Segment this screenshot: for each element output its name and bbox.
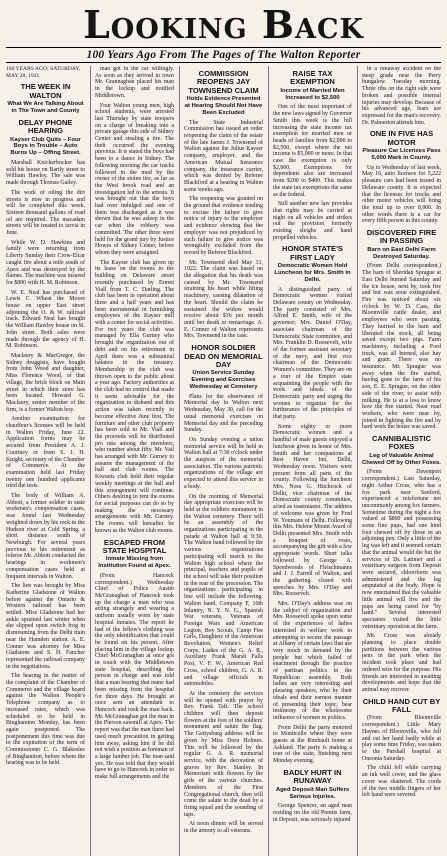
article bbox=[6, 119, 85, 767]
article-subheadline: Inmate Missing from Institution Found at Apex. bbox=[98, 556, 171, 570]
article-paragraph: (From Delhi correspondent.) The barn of Sheridan Sprague at East Delhi burned Saturday and the ice house, next by, took fire and but was soon extinguished. Fire was noticed about six o'clock by W. D. Cass, the Bloomville cattle dealer, and employees who were passing. They hurried to the barn and liberated the stock, all being saved except two pigs. Farm machinery, including a Ford truck, was all burned, also hay and grain. There was no insurance. Mr. Sprague was away when the fire started, having gone to the farm of his son, E. E. Sprague, on the other side of the river, to assist with milking. He is at a loss to know how the fire started. Near road workers, who were near by, joined in fighting the fire and by hard work the house was saved. bbox=[362, 263, 441, 431]
article-headline: HONOR STATE'S FIRST LADY bbox=[281, 244, 343, 262]
article-paragraph: Maclaury & MacGregor, the Sidney druggists, have bought from John Wood and daughter, Miss Florence Wood, of that village, the brick block on Main street in which their store has been located. Howard G. Maclaury, senior member of the firm, is a former Walton boy. bbox=[6, 353, 85, 413]
article-headline: COMMISSION REOPENS JAY TOWNSEND CLAIM bbox=[188, 69, 259, 95]
article-paragraph: On Sunday evening a union memorial service will be held in Walton hall at 7:30 o'clock under the auspices of the memorial association. The various patriotic organizations of the village are expected to attend this service in a body. bbox=[184, 436, 263, 490]
article-paragraph: Up to Wednesday of last week, May 16, auto licenses for 5,222 pleasure cars had been issued in Delaware county. It is expected that the licenses for trucks and other motor vehicles will bring the total up to over 8,000. In other words there is a car for every fifth person in this county. bbox=[362, 164, 441, 225]
article-paragraph: Mr. Townsend died May 31, 1922. The claim was based on the allegation that his death was caused by Mr. Townsend straining his heart while lifting machinery, causing dilatation of the heart. Should the claim be sustained the widow would receive about $36 per month until her death or remarriage. A. E. Conner of Walton represents Mrs. Townsend in the case. bbox=[184, 259, 263, 340]
article-columns bbox=[6, 66, 441, 856]
article-subheadline: Leg of Valuable Animal Chewed Off by Other Foxes. bbox=[362, 452, 441, 466]
article bbox=[95, 66, 174, 535]
article-paragraph: The reopening was granted on the ground that evidence tending to excuse the failure to give notice of injury to the employer and evidence showing that the employer was not prejudiced by such failure to give notice was wrongfully excluded from the record by Referee Blackford. bbox=[184, 196, 263, 256]
masthead-title: Looking Back bbox=[83, 2, 364, 47]
article-paragraph: Marshall Knickerbocker has sold his house on Bartly street to William Hawley. The sale was made through Thomas Gailey. bbox=[6, 160, 85, 187]
article-paragraph: On the morning of Memorial day appropriate exercises will be held at the soldiers monument in the Walton cemetery. There will be an assembly of the organizations participating in the parade at Walton hall at 9:30. The Walton band followed by the various organizations participating will march to the Walton high school where the principal, teachers and pupils of the school will take their position in the rear of the procession. The organizations participating in line will include the following: Walton band, Company F, 10th Infantry, N. Y. N. G., Spanish War veterans, Veterans of Foreign Wars and American Legion, Boy Scouts, Camp Fire Girls, Daughters of the American Revolution, Women's Relief Corps, Ladies of the G. A. R., Auxiliary Frank Marsh Falls Post, V. F. W., American Red Cross, school children, G. A. R. and village officials in automobiles. bbox=[184, 493, 263, 688]
article-headline: CHILD HAND CUT BY FALL bbox=[362, 696, 441, 715]
column-3 bbox=[179, 66, 263, 856]
article bbox=[362, 66, 441, 126]
article-paragraph: Four Walton young men, high school students, were arrested last Thursday by state troopers on a charge of breaking into a private garage this side of Sidney Center and stealing a tire. The theft occurred the evening previous. It is stated the boys had been to a dance in Sidney. The following morning the car tracks followed in the mud by the owner of the stolen tire, as far as the West brook road and an investigation led to the arrests. It was brought out that the boys had over indulged and one of them was discharged as it was shown that he was asleep in the car when the robbery was committed. The other three were held for the grand jury by Justice Howes of Sidney Center, before whom they were arraigned. bbox=[95, 102, 174, 256]
article-paragraph: At the cemetery the services will be opened with prayer by Rev. Frank Taft. The school children will then deposit flowers at the foot of the soldiers' monument and salute the flag. The Gettysburg address will be given by Miss Dora Holmes. This will be followed by the regular G. A. R. memorial service, with the decoration of graves by Rev. Stanley. In Memoriam with flowers by the girls of the various churches. Members of the First Congregational church, then will come the salute to the dead by a firing squad and the sounding of taps. bbox=[184, 690, 263, 818]
article-paragraph: Mr. Cross was already planning to place double partitions between the various pens in the park when the incident took place and had ordered wire for the purpose. His friends are interested in awaiting developments and hope that the animal may recover. bbox=[362, 633, 441, 693]
column-5 bbox=[357, 66, 441, 856]
article-subheadline: Pleasure Car Licenses Pass 5,000 Mark in County. bbox=[362, 148, 441, 161]
article bbox=[6, 83, 85, 114]
article-paragraph: W. E. Neal has purchased of Lewis C. Wheat the Moore house on upper East street adjoining the O. & W. railroad track. Edward Neal has bought the William Hawley house on St. John street. Both sales were made through the agency of H. M. Robinson. bbox=[6, 289, 85, 350]
column-1 bbox=[6, 66, 85, 856]
article-subheadline: Union Service Sunday Evening and Exercises Wednesday at Cemetery bbox=[189, 370, 258, 390]
article-subheadline: Income of Married Men Increased to $2,500 bbox=[280, 87, 345, 101]
article-paragraph: The work of oiling the dirt streets is now in progress and will be completed this week. Sixteen thousand gallons of road oil are required. The macadam streets will be treated to tarvia in June. bbox=[6, 189, 85, 237]
article-paragraph: The body of William A. Abbott, a former soldier in state workmen's compensation cases, was found last Wednesday weighted down by his rock in the Hudson river at Cold Spring, a short distance south of Newburgh. For several years previous to his retirement as referee Mr. Abbott conducted the hearings in workmen's compensation cases held at frequent intervals in Walton. bbox=[6, 493, 85, 580]
article-headline: THE WEEK IN WALTON bbox=[20, 82, 71, 100]
article bbox=[362, 435, 441, 694]
article-paragraph: Some eighty or more Democratic women and a handful of male guests enjoyed a luncheon given in honor of Mrs. Smith and her companions at Rest Haven Inn, Delhi, Wednesday noon. Visitors were present from all parts of the county. Following the luncheon Mrs. Nora G. Hitchcock of Delhi, vice chairman of the Democratic county committee, acted as toastmaster. The address of welcome was given by Fred W. Youmans of Delhi. Following this Mrs. Helene Mount Avard of Delhi presented Mrs. Smith with a bouquet of roses, accompanying the gift with a few appropriate words. Short talks followed by George A. Speedwoods of Fleischmanns and J. J. Farrell of Walton, and the gathering closed with speeches by Mrs. O'Day and Mrs. Roosevelt. bbox=[273, 423, 352, 598]
article bbox=[184, 344, 263, 835]
article-paragraph: The Kayser club has given up its lease on the rooms in the building on Delaware street recently purchased by Ernest Viall from T. C. Darling. The club has been in operation about three and a half years and has been instrumental in furnishing employees of the Kayser mill with a center for social activities. For two years the club was managed by Ella Gurney who brought the organization out of debt and on his retirement in April there was a substantial balance in the treasury. Membership in the club was thrown open to the public about a year ago. Factory authorities at the club had no control that made it seem advisable for the organization to disband and this action was taken recently to become effective June first. The furniture and other club property has been sold to Mr. Viall and the proceeds will be distributed pro rata among the members, who number about fifty. Mr. Vail has arranged with Mr. Gurney to assume the management of the hall and club rooms. The Kiwanis club hold their regular weekly meetings at the hall and this arrangement will continue. Others desiring to rent the rooms for social purposes can do so by making the necessary arrangements with Mr. Gurney. The rooms will hereafter be known as the Walton club rooms. bbox=[95, 259, 174, 534]
masthead bbox=[6, 4, 441, 63]
article bbox=[362, 229, 441, 431]
article-paragraph: in a runaway accident on the steep grade near the Perry bungalow Tuesday morning. Three ribs on the right side were broken and possible internal injuries may develop. Because of his advanced age, fears are expressed for the man's recovery. Dr. Palmerton attends him. bbox=[362, 66, 441, 126]
article-headline: DISCOVERED FIRE IN PASSING bbox=[366, 228, 437, 246]
article-paragraph: man got in the car willingly. As soon as they arrived in town Mr. Grannaghan placed his man in the lockup and notified Middletown. bbox=[95, 66, 174, 99]
article bbox=[273, 245, 352, 764]
article bbox=[362, 130, 441, 225]
article-headline: DELAY PHONE HEARING bbox=[18, 117, 73, 136]
article-paragraph: While W. D. Hawkins and family were returning from Liberty Sunday their Crow-Elcar caught fire about a mile south of Apex and was destroyed by the flames. The machine was insured for $800 with H. M. Robinson. bbox=[6, 239, 85, 286]
article-subheadline: Aged Deposit Man Suffers Serious Injuries. bbox=[275, 786, 350, 800]
article-subheadline: Holds Evidence Presented at Hearing Should Not Have Been Excluded bbox=[184, 96, 263, 116]
article-paragraph: The hearing in the matter of the complaint of the Chamber of Commerce and the village board against the Walton People's Telephone company as to increased rates, which was scheduled to be held in Binghamton Monday, has been again postponed. The postponement this time was due to the expiration of the term of Commissioner C. G. Blakeslee of Binghamton, before whom the hearing was to be held. bbox=[6, 673, 85, 767]
article bbox=[273, 769, 352, 824]
article-headline: ONE IN FIVE HAS MOTOR bbox=[369, 129, 434, 147]
article-paragraph: One of the most important of the new laws signed by Governor Smith this week is the bill increasing the state income tax exemption for married men or heads of families from $2,000 to $2,500, except where the net income is $5,000 or more. In that case the exemption is only $2,000. Exemptions for dependents also are increased from $200 to $400. This makes the state tax exemptions the same as the federal. bbox=[273, 104, 352, 198]
article-paragraph: (From Bloomville correspondent.) Little Mary Haynes of Bloomville, who fell and cut her hand badly while at play some time Friday, was taken to the Parshall hospital at Oneonta Saturday. bbox=[362, 715, 441, 762]
article-paragraph: The State Industrial Commission has issued an order reopening the claim of the estate of the late James J. Townsend of Walton against the Julius Kayser company, employer, and the American Mutual Insurance company, the insurance carrier, which was denied by Referee Blackford at a hearing in Walton some weeks ago. bbox=[184, 119, 263, 193]
article-paragraph: At noon dinner will be served in the armory to all veterans. bbox=[184, 821, 263, 835]
article-paragraph: Mrs. O'Day's address was on the subject of organization and Mrs. Roosevelt spoke upon some of the experiences of ladies interested in welfare work in attempting to secure the passage at Albany of certain laws that are very much in demand by the people but which failed of enactment through the practice of partisan politics in the Republican assembly. Both ladies are very interesting and pleasing speakers, who by their ideals and their earnest manner of presenting their topic, bear testimony of the wholesome influence of women in politics. bbox=[273, 601, 352, 721]
article-subheadline: What We Are Talking About in The Town and County bbox=[7, 101, 84, 115]
article-paragraph: Another examination for chauffeur's licenses will be held in Walton Friday, June 22. Application forms may be secured from President A. J. Courtney or from S. J. H. Knight, secretary of the Chamber of Commerce. At the examination held last Friday twenty one hundred applicants tried the tests. bbox=[6, 416, 85, 490]
article-headline: HONOR SOLDIER DEAD ON MEMORIAL DAY bbox=[184, 343, 263, 369]
article-paragraph: George Spencer, an aged man residing on the old Prentis farm, in Deposit, was seriously injured bbox=[273, 803, 352, 823]
dateline: 100 YEARS AGO; SATURDAY, MAY 28, 1921 bbox=[6, 66, 81, 79]
article-headline: BADLY HURT IN RUNAWAY bbox=[283, 767, 342, 786]
article bbox=[184, 70, 263, 340]
article-subheadline: Barn on East Delhi Farm Destroyed Saturday. bbox=[367, 246, 436, 260]
column-2 bbox=[90, 66, 174, 856]
article-paragraph: A distinguished party of Democratic women visited Delaware county on Wednesday. The party consisted of Mrs. Alfred E. Smith, wife of the governor; Mrs. Daniel O'Day, associate chairman of the Democratic State committee, and Mrs. Franklin D. Roosevelt, wife of the former assistant secretary of the navy, and first vice chairman of the Democratic Women's committee. They are on a tour of the Empire state acquainting the people with the work and ideals of the Democratic party and urging the women to organize for the furtherance of the principles of that party. bbox=[273, 286, 352, 421]
article-paragraph: The lien was brought by Miss Katherine Gladstone of Walton before against the Ontario & Western railroad has been settled. Miss Gladstone had her ankle sprained last winter when she slipped upon switch frog in dismounting from the Delhi train near the Hamden station. A. E. Conner was attorney for Miss Gladstone and S. H. Fancher represented the railroad company in the negotiations. bbox=[6, 583, 85, 670]
article-paragraph: Still another new law provides that rights may be carried at night on all vehicles and strikes out the provision formerly existing sleighs and hand propelled vehicles. bbox=[273, 201, 352, 241]
article-paragraph: From Delhi the party motored to Monticello where they were guests at the Rimbault home at Ashland. The party is making a tour of the state, finishing next Monday evening. bbox=[273, 724, 352, 765]
article-paragraph: Plans for the observance of Memorial day in Walton next Wednesday, May 30, call for the usual memorial exercises on Memorial day and the preceding Sunday. bbox=[184, 393, 263, 434]
column-4 bbox=[268, 66, 352, 856]
article bbox=[273, 70, 352, 241]
article-subheadline: Democratic Women Hold Luncheon for Mrs. Smith in Delhi. bbox=[274, 263, 351, 283]
article-headline: RAISE TAX EXEMPTION bbox=[290, 69, 335, 87]
article bbox=[362, 698, 441, 799]
masthead-subtitle: 100 Years Ago From The Pages of The Walton Reporter bbox=[6, 47, 441, 63]
article-headline: CANNIBALISTIC FOXES bbox=[371, 434, 432, 452]
article-paragraph: (From Davenport correspondent.) Last Saturday, night Arthur Cross, who has a fox park near Sanford, experienced a misfortune not uncommonly among fox farmers. Sometime during the night a fox valued at $800 and possessing some fine pups, had one hind foot chewed off by those in an adjoining pen. Only a little of the leg was left and it seemed certain that the animal would die but the services of Dr. Latimer and a veterinary surgeon from Deposit were secured, chloroform was administered and the leg amputated at the body. Hope is now entertained that the valuable little animal will live and the pups are being cared for "by hand." Several interested spectators visited the little veterinary operation at the farm. bbox=[362, 469, 441, 630]
article-subheadline: Kayser Club Quits – Four Boys in Trouble – Auto Burns Up – Offing Street. bbox=[10, 136, 81, 157]
article-paragraph: (From Hancock correspondent.) Wednesday Chief of Police Austin McGranaghan of Hancock took up the charge a man who was acting strangely and wearing a uniform usually worn by state hospital inmates. The report he had of the fellow's clothing was the only identification that could be found on his person. After placing him in the village lockup Chief McGranaghan at once got in touch with the Middletown state hospital, describing the person in charge and was told that a man bearing that name had been missing from the hospital for three days. He brought at once sent an attendant to Hancock and took the man back. Mr. McGranaghan got the man in the Pierson sawmill at Apex. The report was that the man there had used much precaution in getting him away, asking him if he did not wish a position as foreman of a large lumber job. The man said yes. He was told that they would have to go to Hancock in order to make full arrangements and the bbox=[95, 572, 174, 781]
article bbox=[95, 539, 174, 781]
article-paragraph: The child fell while carrying an ink well cover, and the glass cover was shattered. The cords of the two middle fingers of her left hand were severed. bbox=[362, 765, 441, 799]
article-headline: ESCAPED FROM STATE HOSPITAL bbox=[102, 537, 167, 555]
